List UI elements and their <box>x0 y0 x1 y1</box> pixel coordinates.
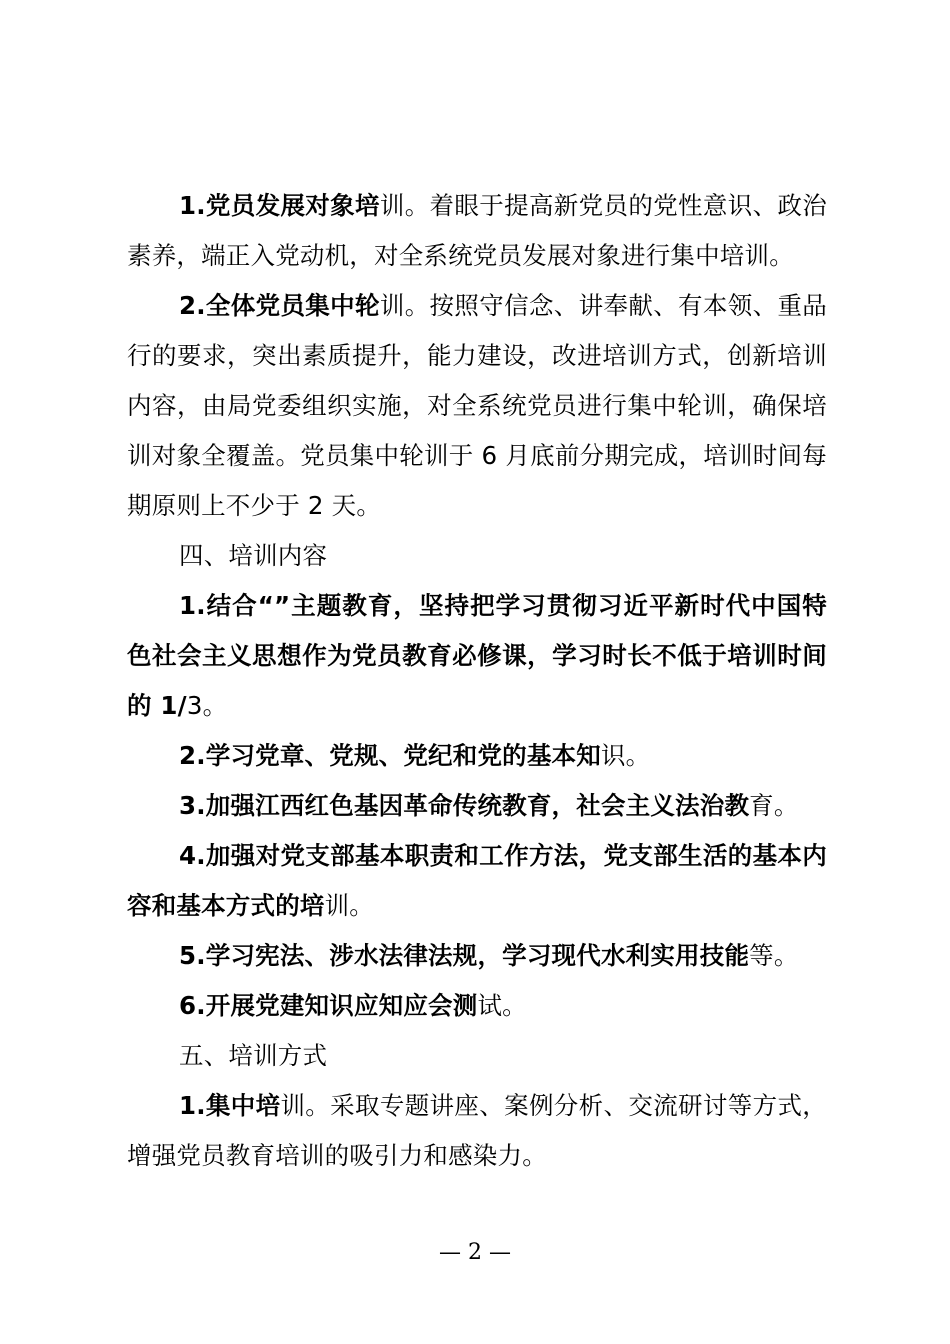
document-body <box>127 181 827 1181</box>
paragraph-text: 训。采取专题讲座、案例分析、交流研讨等方式，增强党员教育培训的吸引力和感染力。 <box>127 1091 827 1170</box>
content-item-2 <box>127 731 827 781</box>
paragraph-heading: 5.学习宪法、涉水法律法规，学习现代水利实用技能 <box>179 941 750 970</box>
paragraph-text: 识。 <box>600 741 651 770</box>
paragraph-heading: 1.党员发展对象培 <box>179 191 380 220</box>
content-item-4 <box>127 831 827 931</box>
content-item-3 <box>127 781 827 831</box>
paragraph-heading: 1.结合“”主题教育，坚持把学习贯彻习近平新时代中国特色社会主义思想作为党员教育必修课，学习时长不低于培训时间的 1/ <box>127 591 827 720</box>
method-item-1-centralized-training <box>127 1081 827 1181</box>
section-heading-text: 四、培训内容 <box>179 541 328 570</box>
paragraph-text: 训。 <box>324 891 375 920</box>
paragraph-heading: 3.加强江西红色基因革命传统教育，社会主义法治教 <box>179 791 750 820</box>
content-item-5 <box>127 931 827 981</box>
section-heading-training-methods <box>127 1031 827 1081</box>
paragraph-heading: 6.开展党建知识应知应会测 <box>179 991 478 1020</box>
paragraph-2-all-members-rotation-training <box>127 281 827 531</box>
paragraph-text: 等。 <box>749 941 799 970</box>
paragraph-heading: 2.全体党员集中轮 <box>179 291 380 320</box>
paragraph-text: 3。 <box>186 691 228 720</box>
paragraph-heading: 2.学习党章、党规、党纪和党的基本知 <box>179 741 601 770</box>
paragraph-heading: 1.集中培 <box>179 1091 281 1120</box>
paragraph-1-party-member-development-training <box>127 181 827 281</box>
content-item-1 <box>127 581 827 731</box>
section-heading-training-content <box>127 531 827 581</box>
paragraph-text: 试。 <box>477 991 527 1020</box>
paragraph-text: 训。按照守信念、讲奉献、有本领、重品行的要求，突出素质提升，能力建设，改进培训方式，创新培训内容，由局党委组织实施，对全系统党员进行集中轮训，确保培训对象全覆盖。党员集中轮训于 6 月底前分期完成，培训时间每期原则上不少于 2 天。 <box>127 291 827 520</box>
content-item-6 <box>127 981 827 1031</box>
paragraph-heading: 4.加强对党支部基本职责和工作方法，党支部生活的基本内容和基本方式的培 <box>127 841 827 920</box>
section-heading-text: 五、培训方式 <box>179 1041 328 1070</box>
paragraph-text: 训。着眼于提高新党员的党性意识、政治素养，端正入党动机，对全系统党员发展对象进行集中培训。 <box>127 191 827 270</box>
paragraph-text: 育。 <box>749 791 799 820</box>
page-number: — 2 — <box>439 1240 511 1265</box>
